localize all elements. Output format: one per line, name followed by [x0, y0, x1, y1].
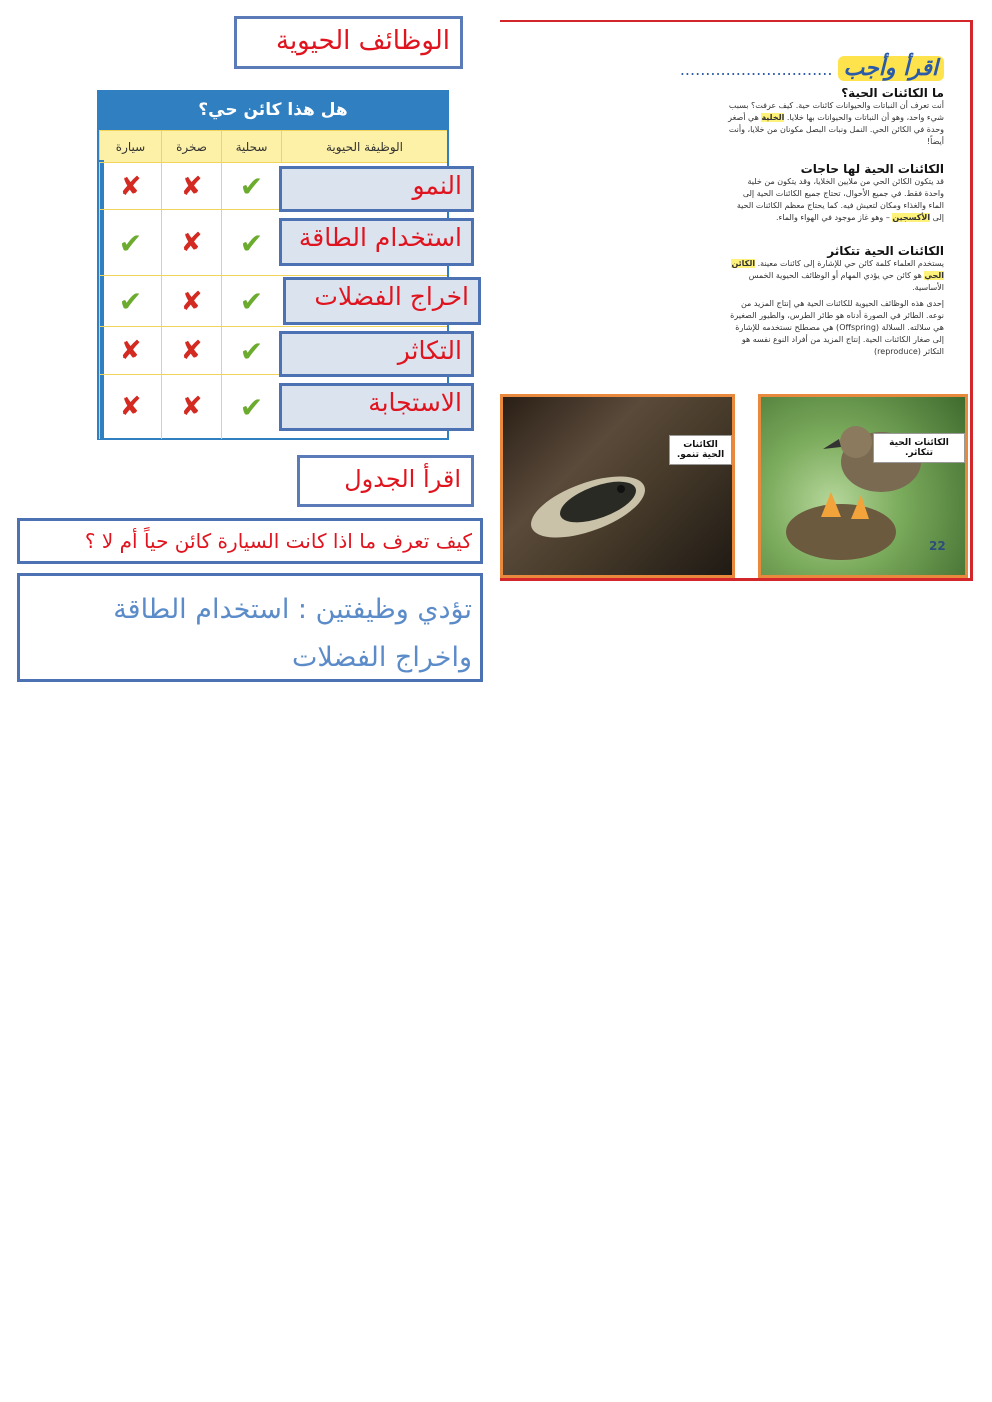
- section-1: [726, 86, 944, 148]
- function-label-waste: اخراج الفضلات: [283, 277, 481, 325]
- cell-rock: ✘: [161, 375, 221, 439]
- section-2-title: الكائنات الحية لها حاجات: [800, 162, 944, 176]
- cell-rock: ✘: [161, 276, 221, 327]
- function-label-energy: استخدام الطاقة: [279, 218, 474, 266]
- answer-line-2: واخراج الفضلات: [292, 642, 472, 673]
- caption-bird: الكائنات الحية تتكاثر.: [873, 433, 965, 463]
- cell-lizard: ✔: [221, 375, 281, 439]
- section-3-body: يستخدم العلماء كلمة كائن حي للإشارة إلى كائنات معينة. الكائن الحي هو كائن حي يؤدي المهام أو الوظائف الحيوية الخمس الأساسية.: [731, 259, 944, 292]
- snake-illustration: [503, 397, 732, 575]
- section-3: [726, 244, 944, 358]
- section-1-title: ما الكائنات الحية؟: [841, 86, 944, 100]
- cell-car: ✘: [99, 163, 161, 210]
- cell-lizard: ✔: [221, 276, 281, 327]
- header-rock: صخرة: [161, 131, 221, 163]
- cell-lizard: ✔: [221, 210, 281, 276]
- cell-lizard: ✔: [221, 163, 281, 210]
- function-label-growth: النمو: [279, 166, 474, 212]
- section-2-body: قد يتكون الكائن الحي من ملايين الخلايا، وقد يتكون من خلية واحدة فقط. في جميع الأحوال، تحتاج جميع الكائنات الحية إلى الماء والغذاء ومكان لتعيش فيه. كما يحتاج معظم الكائنات الحية إلى الأكسجين – وهو غاز موجود في الهواء والماء.: [736, 177, 944, 222]
- heading-dots: ..............................: [679, 60, 833, 79]
- table-header-row: [99, 130, 447, 163]
- section-2: [726, 162, 944, 224]
- section-3-body-2: إحدى هذه الوظائف الحيوية للكائنات الحية هي إنتاج المزيد من نوعه. الطائر في الصورة أدناه هو طائر الطرس، والطيور الصغيرة هي سلالته. السلالة (Offspring) هي مصطلح نستخدمه للإشارة إلى صغار الكائنات الحية. إنتاج المزيد من أفراد النوع نفسه هو التكاثر (reproduce): [730, 299, 944, 356]
- cell-car: ✔: [99, 210, 161, 276]
- function-label-reproduction: التكاثر: [279, 331, 474, 377]
- function-label-response: الاستجابة: [279, 383, 474, 431]
- bird-photo: [758, 394, 968, 578]
- read-answer-title: اقرأ وأجب: [838, 56, 944, 81]
- cell-rock: ✘: [161, 163, 221, 210]
- question-box: كيف تعرف ما اذا كانت السيارة كائن حياً أم لا ؟: [17, 518, 483, 564]
- page-number: 22: [929, 539, 946, 553]
- read-table-label: اقرأ الجدول: [297, 455, 474, 507]
- cell-car: ✔: [99, 276, 161, 327]
- table-heading: هل هذا كائن حي؟: [99, 92, 447, 130]
- caption-snake: الكائنات الحية تنمو.: [669, 435, 732, 465]
- snake-photo: [500, 394, 735, 578]
- cell-car: ✘: [99, 327, 161, 375]
- answer-box: [17, 573, 483, 682]
- header-car: سيارة: [99, 131, 161, 163]
- header-lizard: سحلية: [221, 131, 281, 163]
- cell-rock: ✘: [161, 210, 221, 276]
- cell-rock: ✘: [161, 327, 221, 375]
- textbook-page: [500, 20, 973, 581]
- section-3-title: الكائنات الحية تتكاثر: [827, 244, 944, 258]
- cell-lizard: ✔: [221, 327, 281, 375]
- page-title: الوظائف الحيوية: [234, 16, 463, 69]
- textbook-heading: [680, 56, 944, 81]
- answer-line-1: تؤدي وظيفتين : استخدام الطاقة: [113, 594, 472, 625]
- cell-car: ✘: [99, 375, 161, 439]
- section-1-body: أنت تعرف أن النباتات والحيوانات كائنات حية. كيف عرفت؟ بسبب شيء واحد، وهو أن النباتات والحيوانات بها خلايا. الخلية هي أصغر وحدة في الكائن الحي. النمل ونبات البصل مكونان من خلايا، وأنت أيضاً!: [728, 101, 944, 146]
- header-function: الوظيفة الحيوية: [281, 131, 447, 163]
